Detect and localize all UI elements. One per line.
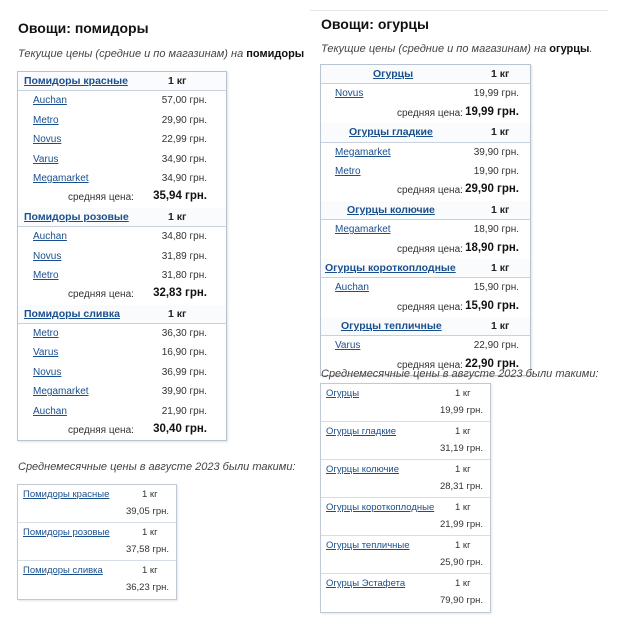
category-link[interactable]: Помидоры красные: [24, 75, 128, 87]
cucumbers-monthly-table: [320, 383, 491, 613]
shop-price: 19,99 грн.: [473, 88, 519, 100]
category-link[interactable]: Огурцы тепличные: [341, 320, 442, 333]
monthly-price-row: [18, 561, 176, 599]
category-header-row: [18, 72, 226, 91]
shop-price-row: [18, 266, 226, 285]
shop-link[interactable]: Auchan: [33, 405, 67, 417]
monthly-unit-label: 1 кг: [455, 502, 471, 513]
average-price-value: 18,90 грн.: [465, 241, 519, 254]
shop-price-row: [321, 162, 530, 181]
shop-link[interactable]: Auchan: [335, 282, 369, 294]
shop-price: 39,90 грн.: [473, 146, 519, 158]
monthly-price: 25,90 грн.: [439, 557, 483, 568]
shop-price: 36,99 грн.: [161, 366, 207, 378]
tomatoes-monthly-intro: Среднемесячные цены в августе 2023 были такими:: [18, 461, 296, 473]
shop-price-row: [321, 278, 530, 297]
shop-price: 15,90 грн.: [473, 282, 519, 294]
monthly-price: 36,23 грн.: [125, 582, 169, 593]
category-link[interactable]: Помидоры розовые: [24, 210, 129, 223]
monthly-unit-label: 1 кг: [142, 489, 158, 500]
cucumbers-current-prices-table: [320, 64, 531, 376]
cucumbers-title: Овощи: огурцы: [321, 16, 429, 32]
category-link[interactable]: Огурцы колючие: [347, 203, 435, 216]
shop-price-row: [321, 220, 530, 239]
monthly-category-link[interactable]: Огурцы короткоплодные: [326, 502, 435, 513]
category-header-row: [18, 305, 226, 324]
shop-price: 31,89 грн.: [161, 250, 207, 262]
shop-price-row: [321, 336, 530, 355]
shop-price: 39,90 грн.: [161, 386, 207, 398]
shop-price-row: [18, 130, 226, 149]
average-price-label: средняя цена:: [397, 185, 463, 197]
tomatoes-monthly-table: [17, 484, 177, 600]
category-header-row: [321, 317, 530, 336]
shop-price-row: [18, 324, 226, 343]
monthly-price-row: [321, 574, 490, 612]
monthly-price-row: [18, 485, 176, 523]
average-price-label: средняя цена:: [68, 192, 134, 204]
category-header-row: [321, 201, 530, 220]
tomatoes-current-prices-table: [17, 71, 227, 441]
shop-price-row: [18, 247, 226, 266]
average-price-label: средняя цена:: [397, 359, 463, 371]
cucumbers-intro-text: Текущие цены (средние и по магазинам) на: [321, 43, 550, 55]
monthly-unit-label: 1 кг: [455, 540, 471, 551]
monthly-category-link[interactable]: Огурцы Эстафета: [326, 578, 406, 589]
monthly-category-link[interactable]: Огурцы тепличные: [326, 540, 410, 551]
shop-price-row: [18, 227, 226, 246]
average-price-row: [18, 188, 226, 207]
average-price-label: средняя цена:: [397, 107, 463, 119]
shop-price: 21,90 грн.: [161, 405, 207, 417]
average-price-value: 35,94 грн.: [153, 190, 207, 203]
tomatoes-title: Овощи: помидоры: [18, 20, 149, 36]
shop-price: 36,30 грн.: [161, 328, 207, 340]
monthly-category-link[interactable]: Помидоры розовые: [23, 527, 110, 538]
tomatoes-intro: [18, 48, 304, 60]
monthly-price-row: [321, 460, 490, 498]
shop-price: 34,80 грн.: [161, 231, 207, 243]
shop-price-row: [18, 111, 226, 130]
average-price-row: [321, 181, 530, 200]
shop-price: 34,90 грн.: [161, 172, 207, 184]
average-price-label: средняя цена:: [68, 289, 134, 301]
shop-price: 31,80 грн.: [161, 269, 207, 281]
tomatoes-intro-text: Текущие цены (средние и по магазинам) на: [18, 48, 247, 60]
shop-price: 34,90 грн.: [161, 153, 207, 165]
monthly-unit-label: 1 кг: [455, 426, 471, 437]
cucumbers-intro-bold: огурцы: [549, 43, 590, 55]
unit-label: 1 кг: [491, 320, 510, 333]
monthly-price: 21,99 грн.: [439, 519, 483, 530]
average-price-value: 29,90 грн.: [465, 183, 519, 196]
category-link[interactable]: Огурцы короткоплодные: [325, 261, 456, 274]
average-price-row: [321, 104, 530, 123]
unit-label: 1 кг: [168, 210, 187, 223]
average-price-row: [18, 285, 226, 304]
shop-link[interactable]: Varus: [335, 340, 361, 352]
shop-link[interactable]: Metro: [33, 114, 59, 126]
monthly-unit-label: 1 кг: [142, 565, 158, 576]
shop-price: 18,90 грн.: [473, 224, 519, 236]
monthly-price-row: [321, 384, 490, 422]
shop-price: 57,00 грн.: [161, 95, 207, 107]
shop-price: 22,90 грн.: [473, 340, 519, 352]
shop-link[interactable]: Novus: [33, 250, 62, 262]
shop-price: 16,90 грн.: [161, 347, 207, 359]
cucumbers-intro: [321, 43, 592, 55]
average-price-label: средняя цена:: [397, 301, 463, 313]
shop-link[interactable]: Megamarket: [33, 386, 89, 398]
category-header-row: [18, 208, 226, 227]
average-price-label: средняя цена:: [397, 243, 463, 255]
shop-link[interactable]: Megamarket: [33, 172, 89, 184]
unit-label: 1 кг: [168, 75, 187, 87]
unit-label: 1 кг: [491, 68, 510, 80]
average-price-value: 19,99 грн.: [465, 105, 519, 118]
shop-price: 29,90 грн.: [161, 114, 207, 126]
unit-label: 1 кг: [491, 126, 510, 139]
monthly-price-row: [18, 523, 176, 561]
monthly-unit-label: 1 кг: [455, 464, 471, 475]
shop-link[interactable]: Novus: [335, 88, 364, 100]
average-price-row: [321, 240, 530, 259]
shop-link[interactable]: Varus: [33, 347, 59, 359]
category-link[interactable]: Помидоры сливка: [24, 307, 120, 320]
average-price-value: 15,90 грн.: [465, 299, 519, 312]
category-link[interactable]: Огурцы: [373, 68, 414, 80]
shop-price-row: [18, 150, 226, 169]
cucumbers-intro-end: .: [589, 43, 593, 55]
shop-price-row: [18, 402, 226, 421]
top-divider: [310, 10, 608, 11]
average-price-label: средняя цена:: [68, 425, 134, 437]
monthly-price-row: [321, 498, 490, 536]
category-link[interactable]: Огурцы гладкие: [349, 126, 433, 139]
cucumbers-monthly-intro: Среднемесячные цены в августе 2023 были такими:: [321, 368, 599, 380]
unit-label: 1 кг: [491, 203, 510, 216]
monthly-unit-label: 1 кг: [455, 388, 471, 399]
monthly-unit-label: 1 кг: [455, 578, 471, 589]
monthly-category-link[interactable]: Огурцы: [326, 388, 360, 399]
shop-price-row: [18, 382, 226, 401]
monthly-category-link[interactable]: Помидоры сливка: [23, 565, 103, 576]
shop-price-row: [321, 143, 530, 162]
monthly-price: 37,58 грн.: [125, 544, 169, 555]
monthly-category-link[interactable]: Огурцы колючие: [326, 464, 400, 475]
unit-label: 1 кг: [491, 261, 510, 274]
shop-price-row: [321, 84, 530, 103]
tomatoes-intro-bold: помидоры: [246, 48, 305, 60]
shop-link[interactable]: Auchan: [33, 95, 67, 107]
monthly-price: 79,90 грн.: [439, 595, 483, 606]
shop-link[interactable]: Novus: [33, 134, 62, 146]
shop-link[interactable]: Metro: [33, 269, 59, 281]
monthly-price-row: [321, 536, 490, 574]
monthly-category-link[interactable]: Помидоры красные: [23, 489, 110, 500]
shop-link[interactable]: Metro: [33, 328, 59, 340]
shop-link[interactable]: Metro: [335, 165, 361, 177]
shop-link[interactable]: Megamarket: [335, 224, 391, 236]
category-header-row: [321, 65, 530, 84]
shop-link[interactable]: Varus: [33, 153, 59, 165]
monthly-price: 19,99 грн.: [439, 405, 483, 416]
monthly-category-link[interactable]: Огурцы гладкие: [326, 426, 397, 437]
shop-price-row: [18, 343, 226, 362]
average-price-value: 32,83 грн.: [153, 287, 207, 300]
monthly-unit-label: 1 кг: [142, 527, 158, 538]
shop-link[interactable]: Novus: [33, 366, 62, 378]
shop-link[interactable]: Auchan: [33, 231, 67, 243]
unit-label: 1 кг: [168, 307, 187, 320]
shop-price: 19,90 грн.: [473, 165, 519, 177]
shop-price-row: [18, 363, 226, 382]
shop-price-row: [18, 169, 226, 188]
average-price-row: [321, 298, 530, 317]
category-header-row: [321, 123, 530, 142]
monthly-price-row: [321, 422, 490, 460]
shop-price-row: [18, 91, 226, 110]
shop-price: 22,99 грн.: [161, 134, 207, 146]
average-price-value: 30,40 грн.: [153, 423, 207, 436]
shop-link[interactable]: Megamarket: [335, 146, 391, 158]
category-header-row: [321, 259, 530, 278]
monthly-price: 39,05 грн.: [125, 506, 169, 517]
monthly-price: 31,19 грн.: [439, 443, 483, 454]
monthly-price: 28,31 грн.: [439, 481, 483, 492]
average-price-value: 22,90 грн.: [465, 357, 519, 370]
average-price-row: [18, 421, 226, 440]
